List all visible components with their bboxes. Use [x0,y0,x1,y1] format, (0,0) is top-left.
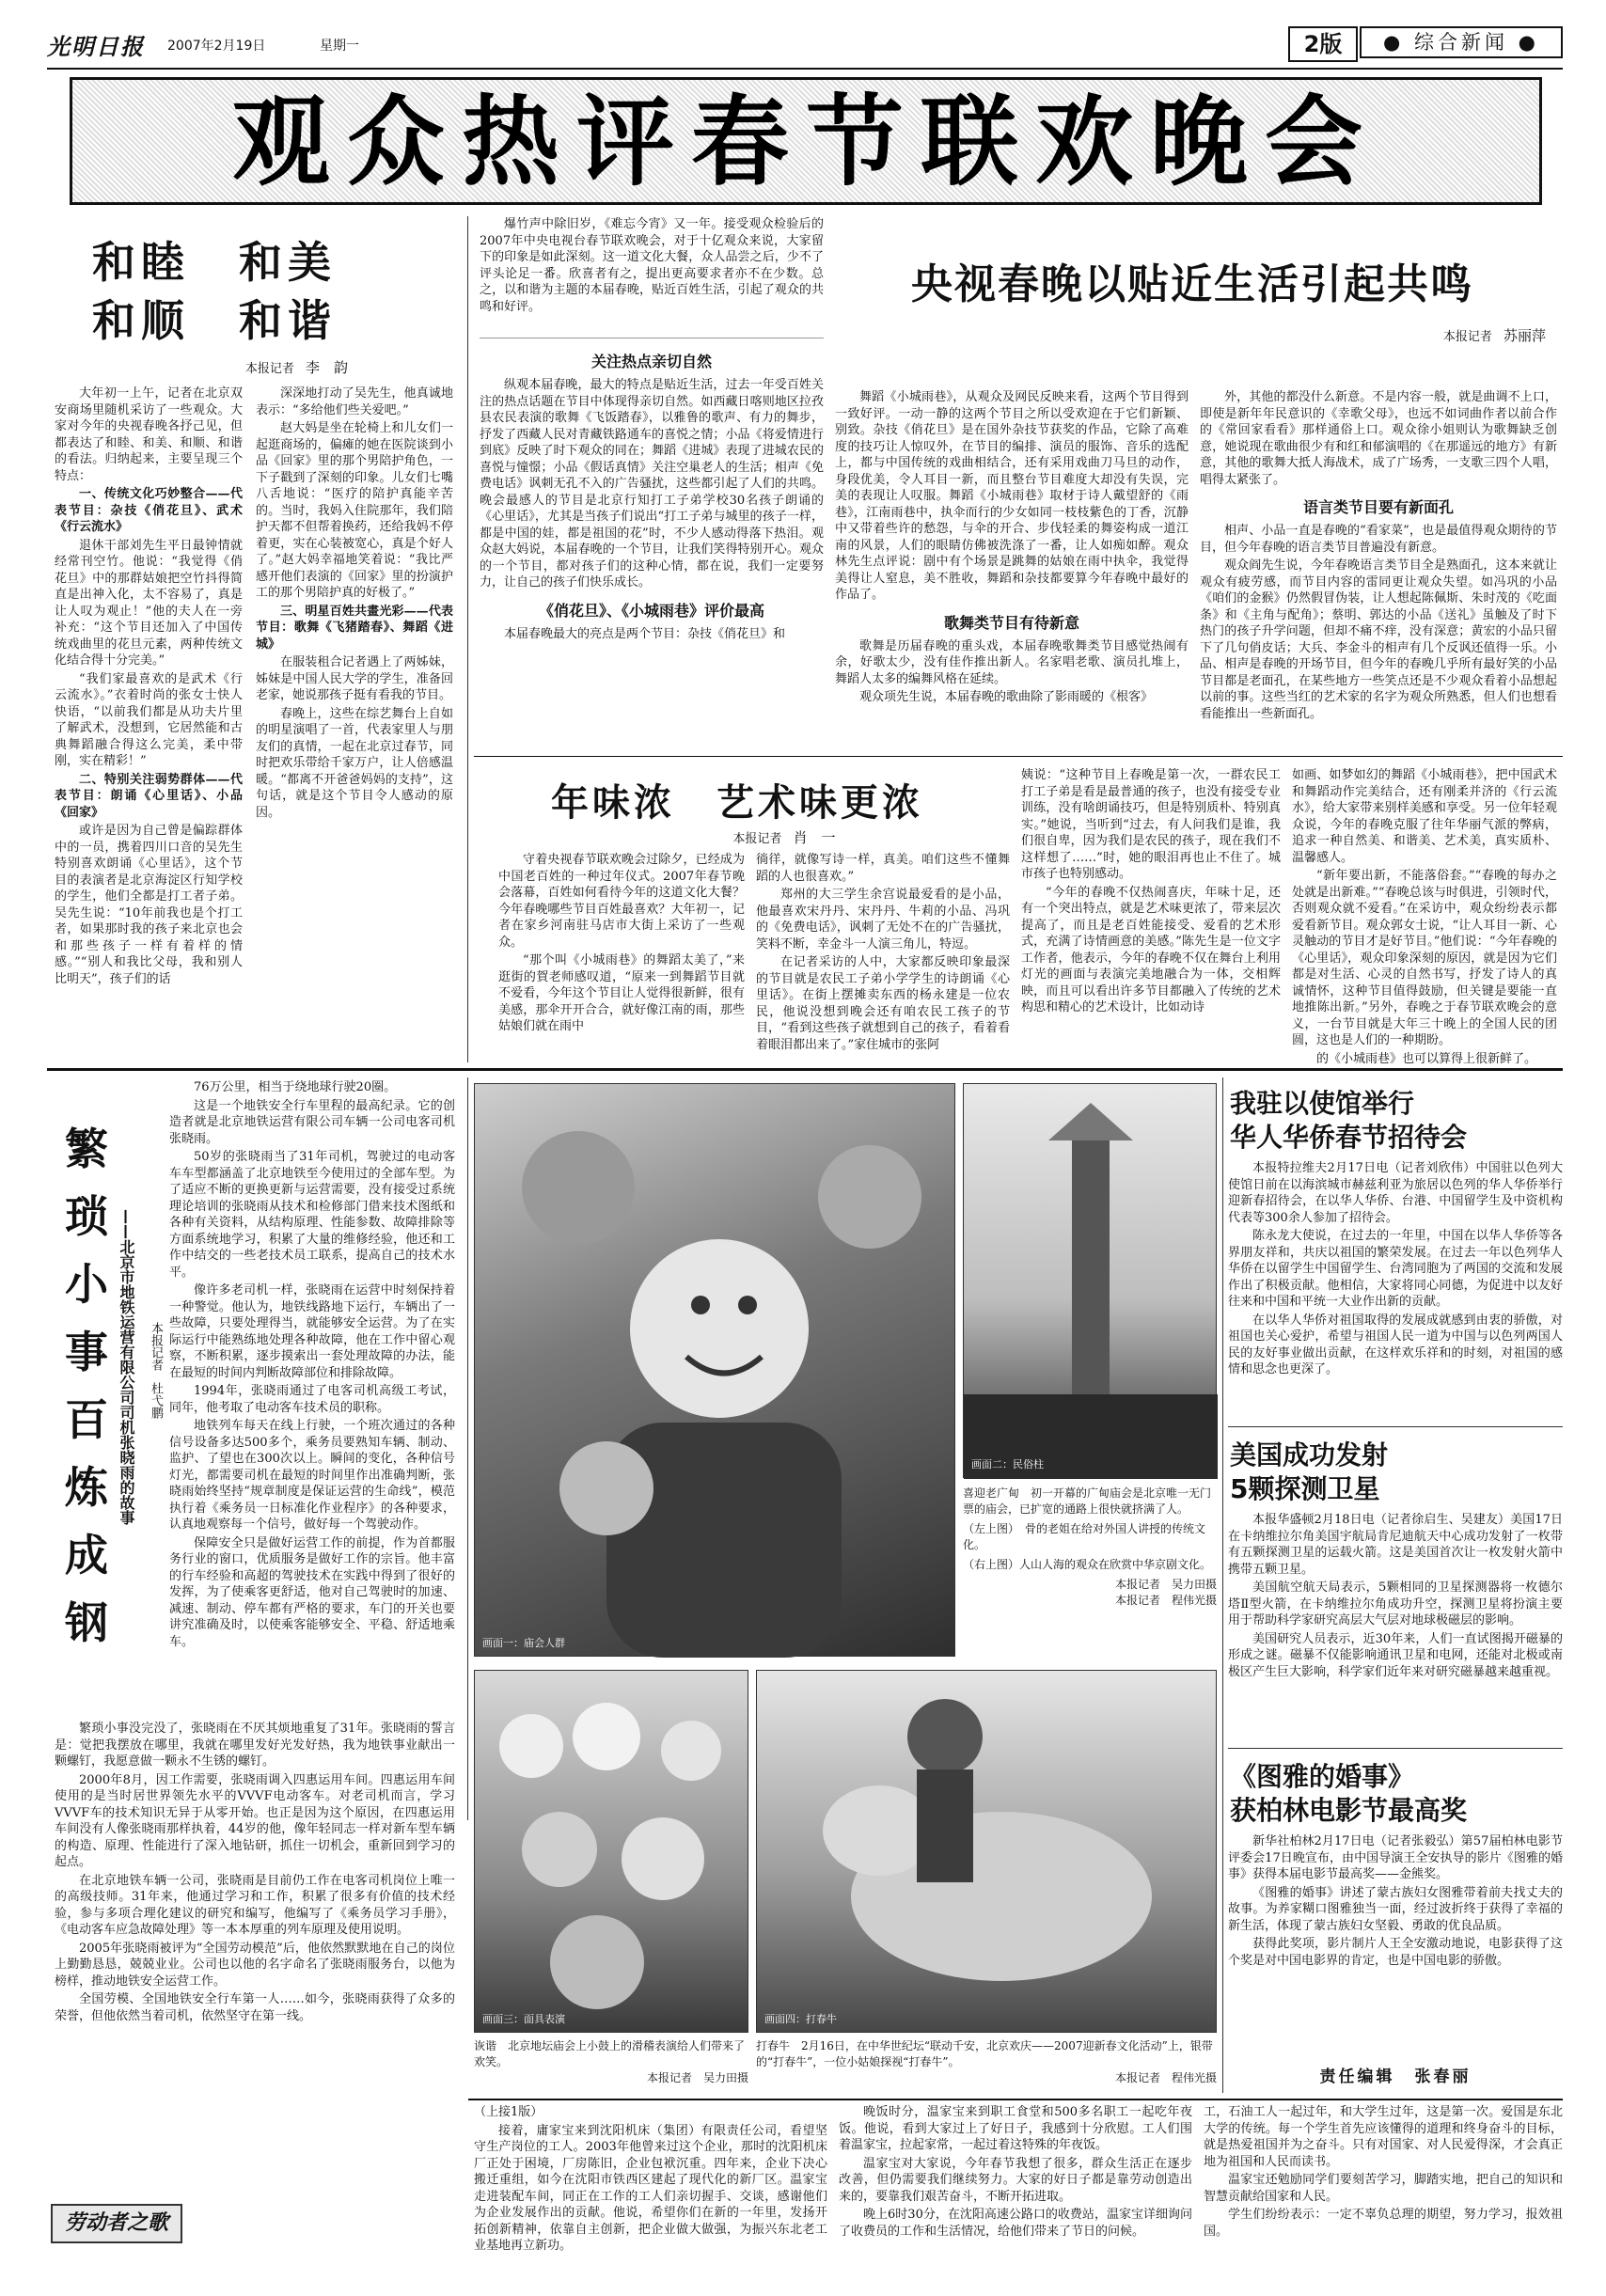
banner [70,77,1542,205]
brief-embassy [1228,1081,1563,1427]
section-name: 综合新闻 [1414,31,1508,54]
article-new-year-byline [662,827,906,847]
paragraph: 徜徉，就像写诗一样，真美。咱们这些不懂舞蹈的人也很喜欢。” [756,853,1010,884]
paragraph: 1994年，张晓雨通过了电客司机高级工考试，同年，他考取了电动客车技术员的职称。 [169,1384,455,1415]
column-rule [1222,1077,1223,2093]
paragraph: 美国航空航天局表示，5颗相同的卫星探测器将一枚德尔塔Ⅱ型火箭，在卡纳维拉尔角成功升空，探测卫星将扮演主要用于帮助科学家研究高层大气层对地球极磁层的影响。 [1228,1580,1563,1628]
bottom-col-b [839,2104,1192,2288]
paragraph: 繁琐小事没完没了，张晓雨在不厌其烦地重复了31年。张晓雨的誓言是：觉把我摆放在哪里，我就在哪里发好光发好热，我为地铁事业献出一颗螺钉，我愿意做一颗永不生锈的螺钉。 [55,1722,455,1769]
workers-song-logo-text: 劳动者之歌 [64,2211,168,2235]
photo-caption-block [963,1486,1217,1657]
bottom-col-c [1204,2104,1563,2288]
workers-song-logo[interactable] [51,2204,182,2243]
paragraph: 如画、如梦如幻的舞蹈《小城雨巷》，把中国武术和舞蹈动作完美结合，还有刚柔并济的《行云流水》，给大家带来别样美感和享受。另一位年轻观众说，今年的春晚克服了往年华丽气派的弊病，追求一种自然美、和谐美、艺术美，真实质朴、温馨感人。 [1292,768,1557,865]
title-char: 事 [65,1327,108,1377]
title-char: 繁 [65,1124,108,1174]
title-char: 炼 [65,1462,108,1513]
article-new-year-col-4 [1292,767,1557,1066]
paragraph: 在服装租合记者遇上了两姊妹，姊妹是中国人民大学的学生，准备回老家，她说那孩子挺有看我的节目。 [256,655,453,702]
paragraph: 温家宝对大家说，今年春节我想了很多，群众生活正在逐步改善，但仍需要我们继续努力。大家的好日子都是靠劳动创造出来的，要靠我们艰苦奋斗，不断开拓进取。 [839,2156,1192,2204]
title-line-2: 华人华侨春节招待会 [1230,1122,1468,1153]
paragraph: 美国研究人员表示，近30年来，人们一直试图揭开磁暴的形成之谜。磁暴不仅能影响通讯卫星和电网，还能对北极或南极区产生巨大影响，科学家们近年来对研究磁暴越来越重视。 [1228,1631,1563,1679]
vertical-subtitle: ——北京市地铁运营有限公司司机张晓雨的故事 [118,1209,135,1525]
paragraph: 观众阎先生说，今年春晚语言类节目全是熟面孔，这本来就让观众有疲劳感，而节目内容的雷同更让观众失望。如冯巩的小品《咱们的金猴》仍然假冒伪装，让人想起陈佩斯、朱时茂的《吃面条》和《主角与配角》；蔡明、郭达的小品《送礼》虽触及了时下热门的孩子升学问题，但却不痛不痒，没有深意；黄宏的小品只留下了几句俏皮话；大兵、李金斗的相声有几个反讽还值得一乐。小品、相声是春晚的开场节目，但今年的春晚几乎所有最好笑的小品节目都是老面孔，在某些地方一些笑点还是不少观众看着小品想起以前的事。这些当红的艺术家的名字为观众所熟悉，但人们也想看看能推出一些新面孔。 [1200,558,1557,721]
photo-temple-fair-graphic [475,1084,956,1658]
article-cctv-byline [1320,325,1546,345]
paragraph: 晚上6时30分，在沈阳高速公路口的收费站，温家宝详细询问了收费员的工作和生活情况，给他们带来了节日的问候。 [839,2208,1192,2239]
title-line-2: 5颗探测卫星 [1230,1473,1380,1504]
paragraph: 舞蹈《小城雨巷》，从观众及网民反映来看，这两个节目得到一致好评。一动一静的这两个节目之所以受欢迎在于它们新颖、别致。杂技《俏花旦》是在国外杂技节获奖的作品，它除了高难度的技巧让人惊叹外，在节目的编排、演员的服饰、音乐的选配上，都与中国传统的戏曲相结合，还有采用戏曲刀马旦的动作，身段优美，令人耳目一新，而且整台节目难度大却没有失误，完美的表现让人叹服。舞蹈《小城雨巷》取材于诗人戴望舒的《雨巷》，江南雨巷中，执伞而行的少女如同一枝枝紫色的丁香，沉静中又带着些许的愁怨，与伞的开合、步伐轻柔的舞姿构成一道江南的风景，人们的眼睛仿佛被洗涤了一番，让人如痴如醉。观众林先生点评说：剧中有个场景是跳舞的姑娘在雨中执伞，我觉得美得让人窒息，美不胜收，舞蹈和杂技都要算今年春晚中最好的作品了。 [835,390,1189,602]
paragraph: 学生们纷纷表示：一定不辜负总理的期望，努力学习，报效祖国。 [1204,2208,1563,2239]
article-harmony-col-a [55,385,243,1062]
article-subway-driver [47,1077,461,2023]
paragraph: 保障安全只是做好运营工作的前提，作为首都服务行业的窗口，优质服务是做好工作的宗旨。他丰富的行车经验和高超的驾驶技术在实践中得到了很好的发挥，为了使乘客更舒适，他对自己驾驶时的加速、减速、制动、停车都有严格的要求，车门的开关也要讲究准确及时，以使乘客能够安全、平稳、舒适地乘车。 [169,1535,455,1649]
paragraph: 姨说：“这种节目上春晚是第一次，一群农民工打工子弟是看是最普通的孩子，也没有接受专业训练，没有啥朗诵技巧，但是特别质朴、特别真实。”她说，当听到“过去，有人问我们是谁，我们很自卑，因为我们是农民的孩子，现在我们不这样想了……”时，她的眼泪再也止不住了。城市孩子也特别感动。 [1021,768,1281,881]
photo-caption-right: （右上图）人山人海的观众在欣赏中华京剧文化。 [963,1558,1212,1571]
article-harmony [47,216,461,1062]
photo-credit: 本报记者 吴力田摄 本报记者 程伟光摄 [1114,1578,1217,1607]
paragraph: 本报华盛顿2月18日电（记者徐启生、吴建友）美国17日在卡纳维拉尔角美国宇航局肯尼迪航天中心成功发射了一枚带有五颗探测卫星的运载火箭。这是美国首次让一枚发射火箭中携带五颗卫星。 [1228,1513,1563,1577]
issue-date: 2007年2月19日 [167,39,266,54]
photo-temple-fair[interactable] [474,1083,955,1657]
paragraph: 退休干部刘先生平日最钟情就经常刊空竹。他说：“我觉得《俏花旦》中的那群姑娘把空竹抖得简直是出神入化，太不容易了，真是让人叹为观止！”他的夫人在一旁补充：“这个节目还加入了中国传统戏曲里的花旦元素，两种传统文化结合得十分完美。” [55,538,243,668]
photo-folk-pillar-label: 画面二：民俗柱 [971,1458,1044,1470]
photo-masks-label: 画面三：面具表演 [482,2013,565,2025]
paragraph: 歌舞是历届春晚的重头戏，本届春晚歌舞类节目感觉热闹有余，好歌太少，没有佳作推出新人。名家唱老歌、演员扎堆上，舞蹈人太多的编舞风格在延续。 [835,638,1189,686]
paragraph: 在记者采访的人中，大家都反映印象最深的节目就是农民工子弟小学学生的诗朗诵《心里话》。在街上摆摊卖东西的杨永建是一位农民，他说没想到晚会还有咱农民工孩子的节目，“看到这些孩子就想到自己的孩子，看着看着眼泪都出来了。”家住城市的张阿 [756,955,1010,1052]
paragraph: 或许是因为自己曾是偏踪群体中的一员，携着四川口音的吴先生特别喜欢朗诵《心里话》，这个节目的表演者是北京海淀区行知学校的学生，他们全都是打工者子弟。吴先生说：“10年前我也是个打工者，如果那时我的孩子来北京也会和那些孩子一样有着样的情感。”“别人和我比父母，我和别人比明天”，孩子们的话 [55,824,243,986]
editor-name: 张春丽 [1414,2068,1472,2086]
photo-spring-ox-graphic [757,1671,1218,2034]
title-line-2: 和顺 和谐 [92,295,337,346]
article-subway-col-upper [169,1079,455,1715]
subheading: 语言类节目要有新面孔 [1302,498,1454,516]
paragraph: 春晚上，这些在综艺舞台上自如的明星演唱了一首，代表家里人与朋友们的真情，一起在北京过春节，同时把欢乐带给千家万户，让人倍感温暖。“都离不开爸爸妈妈的支持”，这句话，就是这个节目令人感动的原因。 [256,706,453,820]
paragraph: 温家宝还勉励同学们要刻苦学习，脚踏实地，把自己的知识和智慧贡献给国家和人民。 [1204,2173,1563,2204]
photo-masks[interactable] [474,1670,748,2033]
page-number: 2版 [1288,26,1358,62]
paragraph: 在北京地铁车辆一公司，张晓雨是目前仍工作在电客司机岗位上唯一的高级技师。31年来，他通过学习和工作，积累了很多有价值的技术经验，参与多项合理化建议的研究和编写，他编写了《乘务员学习手册》，《电动客车应急故障处理》等一本本厚重的列车原理及使用说明。 [55,1873,455,1937]
section-rule [474,756,1563,757]
title-char: 小 [65,1259,108,1310]
paragraph: 纵观本届春晚，最大的特点是贴近生活，过去一年受百姓关注的热点话题在节目中体现得亲切自然。如西藏日喀则地区拉孜县农民表演的歌舞《飞饭踏春》，以雅鲁的歌声、有力的舞步，抒发了西藏人民对青藏铁路通车的喜悦之情；小品《将爱情进行到底》反映了时下观众的同在；舞蹈《进城》表现了进城农民的喜悦与憧憬；小品《假话真情》关注空巢老人的生活；相声《免费电话》讽刺无孔不入的广告骚扰，这些都引起了人们的共鸣。晚会最感人的节目是北京行知打工子弟学校30名孩子朗诵的《心里话》，尤其是当孩子们说出“打工子弟与城里的孩子一样，都是中国的娃，都是祖国的花”时，不少人感动得落下热泪。观众赵大妈说，本届春晚的一个节目，让我们笑得特别开心。观众的一个节目，都对孩子们的这种心情，都在说，我们一定要努力，让自己的孩子们快乐成长。 [480,378,824,590]
subheading: 《俏花旦》、《小城雨巷》评价最高 [538,601,764,620]
masthead [47,26,1563,64]
byline-name: 李 韵 [305,359,348,376]
editor-label: 责任编辑 [1319,2068,1395,2086]
paragraph: 在以华人华侨对祖国取得的发展成就感到由衷的骄傲，对祖国也关心爱护，希望与祖国人民一道为中国与以色列两国人民的友好事业做出贡献，在这样欢乐祥和的时刻，对祖国的感情和思念也更深了。 [1228,1313,1563,1376]
paragraph: 获得此奖项，影片制片人王全安激动地说，电影获得了这个奖是对中国电影界的肯定，也是中国电影的骄傲。 [1228,1937,1563,1968]
paragraph: 爆竹声中除旧岁，《难忘今宵》又一年。接受观众检验后的2007年中央电视台春节联欢晚会，对于十亿观众来说，大家留下的印象是如此深刻。这一道文化大餐，众人品尝之后，少不了评头论足一番。欣喜者有之，提出更高要求者亦不在少数。总之，以和谐为主题的本届春晚，贴近百姓生活，引起了观众的共鸣和好评。 [480,217,824,314]
article-cctv-col-2 [835,389,1189,752]
paragraph: 二、特别关注弱势群体——代表节目：朗诵《心里话》、小品《回家》 [55,772,243,820]
photo-credit: 本报记者 程伟光摄 [1114,2071,1217,2084]
photo-folk-pillar[interactable] [963,1083,1217,1478]
paragraph: 观众项先生说，本届春晚的歌曲除了影雨暖的《根客》 [859,690,1154,704]
photo-ox-caption [756,2038,1217,2087]
paragraph: 《图雅的婚事》讲述了蒙古族妇女图雅带着前夫找丈夫的故事。为养家糊口图雅独当一面，经过波折终于获得了幸福的新生活，体现了蒙古族妇女坚毅、勇敢的优良品质。 [1228,1885,1563,1933]
bottom-col-a [474,2104,827,2288]
paragraph: 郑州的大三学生余宫说最爱看的是小品，他最喜欢宋丹丹、宋丹丹、牛莉的小品、冯巩的《免费电话》，讽刺了无处不在的广告骚扰，笑料不断，幸金斗一人演三角儿，特逗。 [756,888,1010,951]
paragraph: 相声、小品一直是春晚的“看家菜”，也是最值得观众期待的节目，但今年春晚的语言类节目普遍没有新意。 [1200,524,1557,555]
paragraph: 晚饭时分，温家宝来到职工食堂和500多名职工一起吃年夜饭。他说，看到大家过上了好日子，我感到十分欣慰。工人们围着温家宝，拉起家常，一起过着这特殊的年夜饭。 [839,2105,1192,2152]
brief-embassy-title [1228,1081,1563,1160]
title-char: 钢 [65,1597,108,1648]
brief-berlin-title [1228,1754,1563,1833]
subheading: 关注热点亲切自然 [590,353,712,370]
byline-name: 肖 一 [793,829,836,846]
article-harmony-byline [179,357,348,377]
byline-label: 本报记者 [149,1322,163,1371]
paragraph: 接着，庸家宝来到沈阳机床（集团）有限责任公司，看望坚守生产岗位的工人。2003年他曾来过这个企业，那时的沈阳机床厂正处于困境，厂房陈旧，企业包袱沉重。四年来，企业下决心搬迁重组，如今在沈阳市铁西区建起了现代化的新厂区。温家宝走进装配车间，同正在工作的工人们亲切握手、交谈，感谢他们为企业发展作出的贡献。他说，希望你们在新的一年里，发扬开拓创新精神，依靠自主创新，把企业做大做强，为振兴东北老工业基地再立新功。 [474,2123,827,2253]
vertical-byline [145,1322,164,1419]
title-line-1: 《图雅的婚事》 [1230,1761,1415,1792]
article-cctv-headline: 央视春晚以贴近生活引起共鸣 [911,260,1473,308]
paragraph: 三、明星百姓共畫光彩——代表节目：歌舞《飞猪踏春》、舞蹈《进城》 [256,604,453,652]
photo-masks-caption [474,2038,748,2087]
photo-folk-pillar-graphic [964,1084,1218,1479]
section-label: ● 综合新闻 ● [1360,26,1563,58]
paragraph: 一、传统文化巧妙整合——代表节目：杂技《俏花旦》、武术《行云流水》 [55,487,243,534]
paragraph: “新年要出新，不能落俗套。”“春晚的每办之处就是出新难。”“春晚总该与时俱进，引领时代，否则观众就不爱看。”在采访中，观众纷纷表示都爱看新节目。观众郭女士说，“让人耳目一新、心灵触动的节目才是好节目。”他们说：“今年春晚的《心里话》，观众印象深刻的原因，就是因为它们都是对生活、心灵的自然书写，抒发了诗人的真诚情怀，这种节目值得鼓励，但关键是要能一直地推陈出新。”另外，春晚之于春节联欢晚会的意义，一台节目就是大年三十晚上的全国人民的团圆，这也是人们的一种期盼。 [1292,869,1557,1047]
paragraph: 深深地打动了吴先生，他真诚地表示：“多给他们些关爱吧。” [256,386,453,417]
photo-spring-ox-label: 画面四：打春牛 [764,2013,837,2025]
subheading: 歌舞类节目有待新意 [943,613,1079,632]
paragraph: 大年初一上午，记者在北京双安商场里随机采访了一些观众。大家对今年的央视春晚各抒己见，但都表达了和睦、和美、和顺、和谐的看法。归纳起来，主要呈现三个特点： [55,386,243,483]
photo-caption: 喜迎老广甸 初一开幕的广甸庙会是北京唯一无门票的庙会，已扩宽的通路上很快就挤满了人。 [963,1486,1212,1516]
masthead-rule [47,68,1563,70]
paragraph: 赵大妈是坐在轮椅上和儿女们一起逛商场的，偏瘫的她在医院谈到小品《回家》里的那个男陪护角色，一下子戳到了深刻的印象。儿女们七嘴八舌地说：“医疗的陪护真能辛苦的。当时，我妈入住院那年，我们陪护天都不但帮着换药，还给我妈不停着更，实在心装被宽心，真是个好人了。”赵大妈幸福地笑着说：“我比严感开他们表演的《回家》里的扮演护工的那个男陪护真的好极了。” [256,421,453,600]
byline-label: 本报记者 [1442,330,1492,344]
paragraph: 本报特拉维夫2月17日电（记者刘欣伟）中国驻以色列大使馆日前在以海滨城市赫兹利亚为旅居以色列的华人华侨举行迎新春招待会，在以华人华侨、台港、中国留学生及中资机构代表等300余人参加了招待会。 [1228,1161,1563,1225]
paragraph: 50岁的张晓雨当了31年司机，驾驶过的电动客车车型都涵盖了北京地铁至今使用过的全部车型。为了适应不断的更换更新与运营需要，没有接受过系统理论培训的张晓雨从技术和检修部门借来技术图纸和各种有关资料，从结构原理、性能参数、故障排除等方面系统地学习，积累了大量的维修经验，他还和工作中结交的一些老技术员工联系，提高自己的技术水平。 [169,1150,455,1280]
paragraph: 地铁列车每天在线上行驶，一个班次通过的各种信号设备多达500多个，乘务员要熟知车辆、制动、监护、了望也在300次以上。瞬间的变化，各种信号灯光，都需要司机在最短的时间里作出准确判断，张晓雨始终坚持“规章制度是保证运营的生命线”，模范执行着《乘务员一日标准化作业程序》的各种要求，认真地观察每一个信号，做好每一个驾驶动作。 [169,1419,455,1532]
editor-credit [1228,2063,1563,2091]
article-new-year [474,762,1563,1066]
article-cctv [474,216,1563,752]
paragraph: 本届春晚最大的亮点是两个节目：杂技《俏花旦》和 [504,626,786,641]
paragraph: “今年的春晚不仅热闹喜庆，年味十足，还有一个突出特点，就是艺术味更浓了，带来层次提高了，而且是老百姓能接受、爱看的艺术形式，充满了诗情画意的美感。”陈先生是一位文字工作者，他表示，今年的春晚不仅在舞台上利用灯光的画面与表演完美地融合为一体，交相辉映，而且可以看出许多节目都融入了传统的艺术构思和精心的艺术设计，比如动诗 [1021,885,1281,1014]
bottom-rule [468,2099,1563,2100]
photo-masks-graphic [475,1671,749,2034]
brief-satellite [1228,1433,1563,1749]
column-rule [467,216,468,1062]
article-subway-col-lower [55,1721,455,2023]
paragraph: 这是一个地铁安全行车里程的最高纪录。它的创造者就是北京地铁运营有限公司车辆一公司电客司机张晓雨。 [169,1098,455,1146]
paragraph: 2000年8月，因工作需要，张晓雨调入四惠运用车间。四惠运用车间使用的是当时居世界领先水平的VVVF电动客车。对老司机而言，学习VVVF车的技术知识无异于从零开始。也正是因为这个原因，在四惠运用车间没有人像张晓雨那样执着，44岁的他，像年轻同志一样对新车型车辆的构造、原理、性能进行了深入地钻研，抓住一切机会，重新回到学习的起点。 [55,1772,455,1869]
photo-credit: 本报记者 吴力田摄 [646,2071,748,2084]
paragraph: 陈永龙大使说，在过去的一年里，中国在以华人华侨等各界朋友祥和，共庆以祖国的繁荣发展。在过去一年以色列华人华侨在以留学生中国留学生、台湾同胞为了两国的交流和发展作出了积极贡献。他相信，大家将同心同德，为促进中以友好往来和中国和平统一大业作出新的贡献。 [1228,1229,1563,1309]
article-new-year-headline: 年味浓 艺术味更浓 [551,781,923,825]
paragraph: 2005年张晓雨被评为“全国劳动模范”后，他依然默默地在自己的岗位上勤勤恳恳，兢兢业业。公司也以他的名字命名了张晓雨服务台，以他为榜样，推动地铁安全运营工作。 [55,1941,455,1989]
vertical-title [60,1115,113,1657]
newspaper-logo[interactable]: 光明日报 [47,33,145,60]
photo-caption-left: （左上图） 骨的老姐在给对外国人讲授的传统文化。 [963,1522,1206,1551]
paragraph: （上接1版） [474,2105,543,2119]
banner-title: 观众热评春节联欢晚会 [231,85,1379,199]
title-line-2: 获柏林电影节最高奖 [1230,1795,1468,1826]
byline-label: 本报记者 [244,362,294,376]
title-line-1: 和睦 和美 [92,237,337,288]
photo-caption: 诙谐 北京地坛庙会上小鼓上的滑稽表演给人们带来了欢笑。 [474,2039,746,2068]
brief-satellite-title [1228,1433,1563,1512]
page-rule [47,1068,1563,1071]
title-line-1: 美国成功发射 [1230,1439,1389,1470]
photo-spring-ox[interactable] [756,1670,1217,2033]
photo-caption: 打春牛 2月16日，在中华世纪坛“联动千安，北京欢庆——2007迎新春文化活动”上，银带的“打春牛”，一位小姑娘探视“打春牛”。 [756,2039,1213,2068]
paragraph: 守着央视春节联欢晚会过除夕，已经成为中国老百姓的一种过年仪式。2007年春节晚会落幕，百姓如何看待今年的这道文化大餐？今年春晚哪些节目百姓最喜欢？大年初一，记者在家乡河南驻马店市大街上采访了一些观众。 [498,853,745,950]
paragraph: 的《小城雨巷》也可以算得上很新鲜了。 [1316,1051,1537,1066]
paragraph: 全国劳模、全国地铁安全行车第一人……如今，张晓雨获得了众多的荣誉，但他依然当着司机，依然坚守在第一线。 [55,1992,455,2023]
paragraph: 新华社柏林2月17日电（记者张毅弘）第57届柏林电影节评委会17日晚宣布，由中国导演王全安执导的影片《图雅的婚事》获得本届电影节最高奖——金熊奖。 [1228,1834,1563,1881]
paragraph: 像许多老司机一样，张晓雨在运营中时刻保持着一种警觉。他认为，地铁线路地下运行，车辆出了一些故障，只要处理得当，就能够安全运营。为了在实际运行中能熟练地处理各种故障，他在工作中留心观察，不断积累，逐步摸索出一套处理故障的办法，能在最短的时间内判断故障部位和排除故障。 [169,1283,455,1380]
byline-name: 苏丽萍 [1503,327,1546,344]
byline-label: 本报记者 [732,832,782,846]
title-line-1: 我驻以使馆举行 [1230,1088,1415,1119]
paragraph: 工，石油工人一起过年，和大学生过年，这是第一次。爱国是东北大学的传统。每一个学生首先应该懂得的道理和终身奋斗的目标，就是热爱祖国并为之奋斗。只有对国家、对人民爱得深，才会真正地为祖国和人民而读书。 [1204,2105,1563,2169]
column-rule [467,1077,468,1820]
article-cctv-col-1 [480,342,824,752]
issue-weekday: 星期一 [320,39,359,54]
title-char: 琐 [65,1191,108,1242]
paragraph: 76万公里，相当于绕地球行驶20圈。 [194,1080,397,1094]
byline-name: 杜弋鹏 [149,1382,163,1420]
article-new-year-col-3 [1021,767,1281,1062]
paragraph: “我们家最喜欢的是武术《行云流水》。”衣着时尚的张女士快人快语，“以前我们都是从功夫片里了解武术，没想到，它居然能和古典舞蹈融合得这么完美，柔中带刚，实在精彩！” [55,671,243,768]
article-cctv-intro [480,216,824,338]
article-harmony-col-b [256,385,453,1062]
article-new-year-col-2 [756,852,1010,1062]
paragraph: 外，其他的都没什么新意。不是内容一般，就是曲调不上口，即使是新年年民意识的《幸歌父母》，也远不如词曲作者以前合作的《常回家看看》那样通俗上口。观众徐小姐则认为歌舞缺乏创意，她说现在歌曲很少有和红和郁演唱的《在那遥远的地方》有新意，其他的歌舞大抵人海战术，成了广场秀，一支歌三四个人唱，唱得太紧张了。 [1200,390,1557,487]
article-harmony-title [92,233,337,350]
title-char: 百 [65,1394,108,1445]
article-new-year-col-1 [498,852,745,1062]
brief-berlin-film [1228,1754,1563,2059]
photo-temple-fair-label: 画面一：庙会人群 [482,1637,565,1649]
title-char: 成 [65,1530,108,1580]
article-cctv-col-3 [1200,389,1557,752]
paragraph: “那个叫《小城雨巷》的舞蹈太美了，”来逛街的賀老师感叹道，“原来一到舞蹈节目就不爱看，今年这个节目让人觉得很新鲜，很有美感，那伞开开合合，就好像江南的雨，那些姑娘们就在雨中 [498,953,745,1033]
